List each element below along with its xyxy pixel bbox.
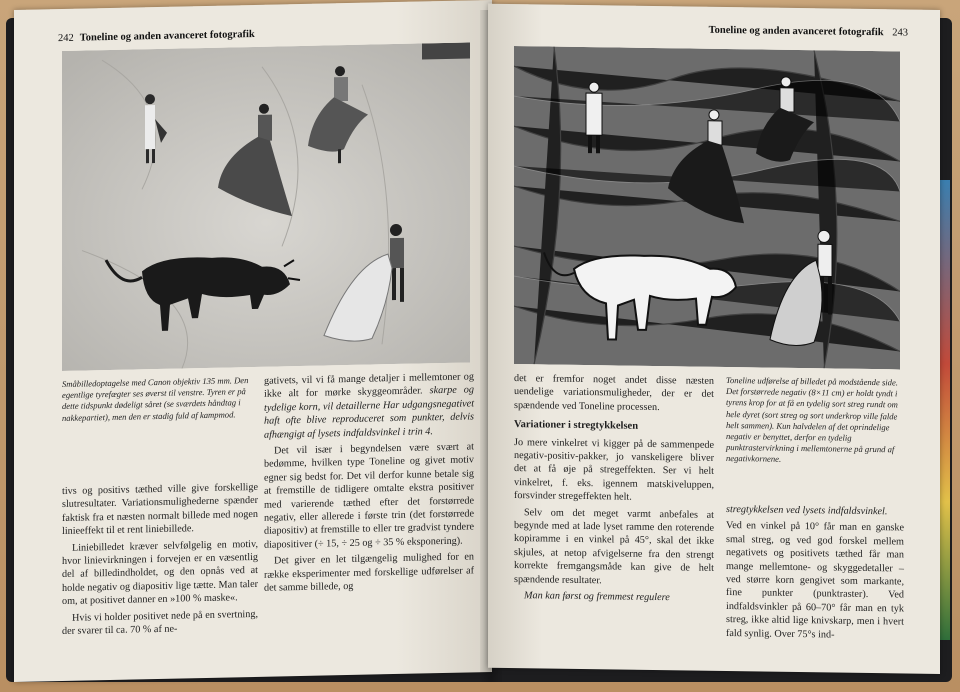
right-page-number: 243 bbox=[892, 27, 908, 39]
right-col2-paragraph: Ved en vinkel på 10° får man en ganske smal streg, og ved god forskel mellem negativets og positivets tæthed får man mange mellemtone- og skyggedetaller – ved større korn gengivet som markante, fine punkter (punktraster). Ved indfaldsvinkler på 60–70° får man en tyk streg, ikke altid lige knivskarp, men i hvert fald synlig. Over 75°s ind- bbox=[726, 520, 904, 641]
toneline-photo-drawing bbox=[514, 46, 900, 369]
right-running-head bbox=[709, 25, 908, 39]
right-page bbox=[488, 4, 940, 674]
left-col2-italic-b: Har udgangsnegativet haft ofte blive reproduceret som punkter, delvis afhængigt af lysets indfaldsvinkel i trin 4. bbox=[264, 398, 475, 441]
toneline-photo bbox=[514, 46, 900, 369]
left-col2-continuation: gativets, vil vi få mange detaljer i mellemtoner og ikke alt for mørke skyggeområder. bbox=[264, 371, 474, 401]
left-col1-paragraph-1: tivs og positivs tæthed ville give forskellige slutresultater. Variationsmulighederne spænder faktisk fra et næsten normalt billede med nogen linieeffekt til et rent liniebillede. bbox=[62, 481, 258, 538]
left-col2-paragraph-2: Det giver en let tilgængelig mulighed for en række eksperimenter med forskellige udførelser af det samme billede, og bbox=[264, 551, 474, 594]
left-running-head bbox=[58, 29, 255, 44]
left-page bbox=[14, 0, 492, 682]
left-col2-paragraph-1: Det vil især i begyndelsen være svært at bedømme, hvilken type Toneline og givet motiv egner sig bedst for. Det vil derfor kunne betale sig at fremstille de tidligere omtalte ekstra positiver med varierende tæthed efter det forstørrede negativ, eller allerede i første trin (det forstørrede diapositiv) at fremstille to eller tre gradvist tyndere diapositiver (÷ 15, ÷ 25 og ÷ 35 % eksponering). bbox=[264, 441, 474, 551]
section-heading: Variationer i stregtykkelsen bbox=[514, 419, 639, 433]
bullfight-photo bbox=[62, 42, 470, 371]
right-col2-italic: stregtykkelsen ved lysets indfaldsvinkel. bbox=[726, 504, 888, 518]
right-running-title: Toneline og anden avanceret fotografik bbox=[708, 24, 884, 39]
right-col1-paragraph-1: Jo mere vinkelret vi kigger på de sammenpede negativ-positiv-pakker, jo vanskeligere bliver det at få øje på stregeffekten. Ser vi helt vinkelret, f. eks. igennem matskiveluppen, forsvinder stregeffekten helt. bbox=[514, 436, 714, 503]
left-column-1 bbox=[62, 481, 258, 642]
right-column-1 bbox=[514, 372, 714, 608]
left-running-title: Toneline og anden avanceret fotografik bbox=[79, 28, 255, 44]
left-col1-paragraph-3: Hvis vi holder positivet nede på en svertning, der svarer til ca. 70 % af ne- bbox=[62, 608, 258, 638]
right-col1-italic: Man kan først og fremmest regulere bbox=[524, 590, 670, 604]
left-photo-caption: Småbilledoptagelse med Canon objektiv 135 mm. Den egentlige tyrefægter ses øverst til venstre. Tyren er på dette tidspunkt dødeligt såret (se sværdets håndtag i nakkepartiet), men den er stadig fuld af kampmod. bbox=[62, 375, 249, 423]
right-col1-top: det er fremfor noget andet disse næsten uendelige variationsmuligheder, der er det spændende ved Toneline processen. bbox=[514, 373, 714, 413]
right-column-2 bbox=[726, 503, 904, 646]
right-col1-paragraph-2: Selv om det meget varmt anbefales at begynde med at lade lyset ramme den roterende kopiramme i en vinkel på 45°, skal det ikke skjules, at netop afvigelserne fra den strengt korrekte fremgangsmåde kan give de helt spændende resultater. bbox=[514, 506, 714, 586]
left-page-number: 242 bbox=[58, 32, 74, 45]
left-col1-paragraph-2: Liniebilledet kræver selvfølgelig en motiv, hvor linievirkningen i forvejen er en væsentlig del af billedindholdet, og den opnås ved at holde negativ og diapositiv lige tætte. Man taler om, at positivet danner en »100 % maske«. bbox=[62, 538, 258, 608]
left-col2-italic-a: skarpe og tydelige korn, vil detaillerne bbox=[264, 384, 474, 414]
left-column-2-top bbox=[264, 370, 474, 598]
right-photo-caption: Toneline udførelse af billedet på modstående side. Det forstørrede negativ (8×11 cm) er holdt tyndt i tyrens krop for at få en tydelig sort streg rundt om hele dyret (sort streg og sort underkrop ville falde helt sammen). Kun halvdelen af det oprindelige negativ er benyttet, derfor en tydelig punktrastervirkning i mellemtonerne på grund af negativkornene. bbox=[726, 375, 898, 465]
bullfight-photo-drawing bbox=[62, 42, 470, 371]
